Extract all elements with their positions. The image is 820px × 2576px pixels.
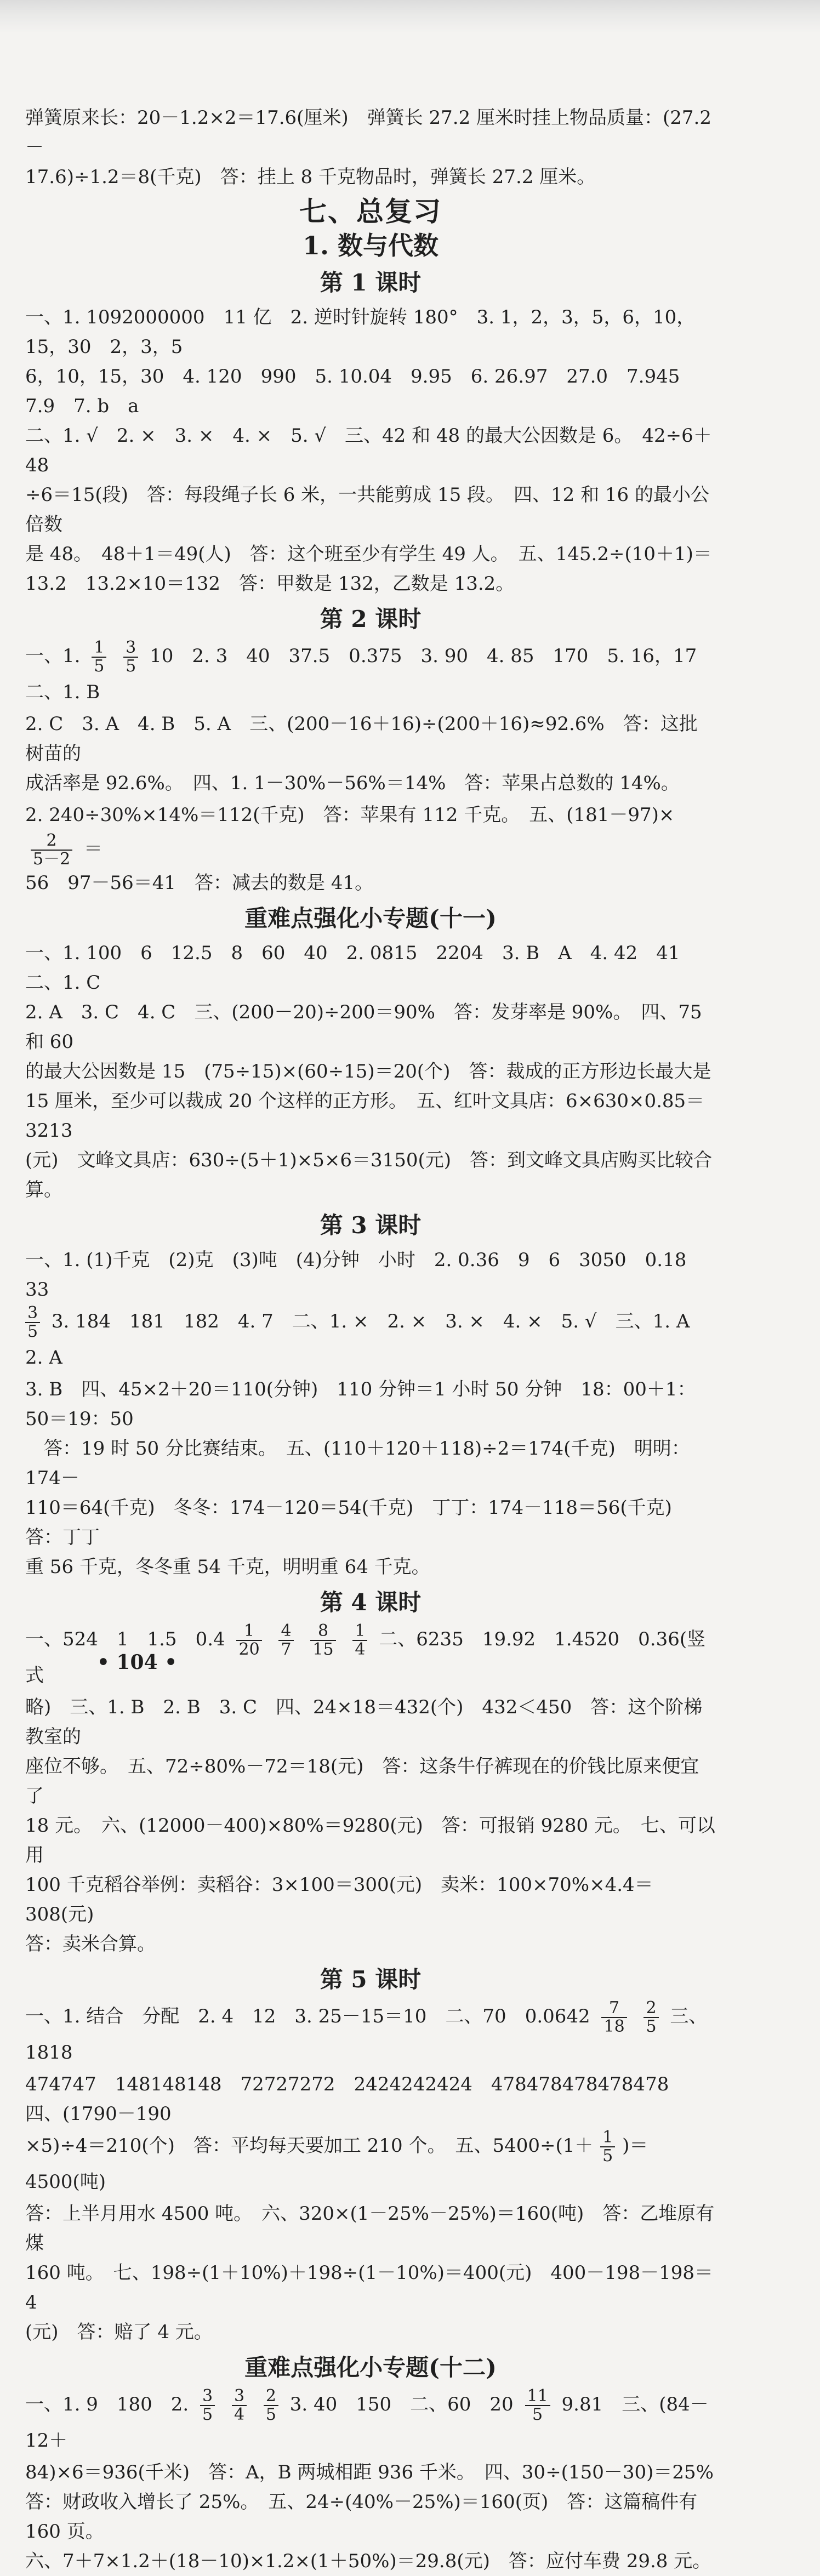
answer-line: 2. C 3. A 4. B 5. A 三、(200－16＋16)÷(200＋16)≈92.6% 答：这批树苗的 (25, 713, 698, 765)
fraction-numerator: 2 (31, 832, 72, 851)
answer-line (25, 639, 716, 709)
fraction (600, 2129, 615, 2165)
fraction-denominator: 5 (532, 2405, 543, 2424)
answer-line: 略) 三、1. B 2. B 3. C 四、24×18＝432(个) 432＜450 答：这个阶梯教室的 (25, 1696, 703, 1748)
fraction (264, 2387, 278, 2424)
fraction-denominator: 5 (126, 657, 136, 676)
fraction-numerator: 3 (25, 1304, 40, 1323)
answer-line: 座位不够。 五、72÷80%－72＝18(元) 答：这条牛仔裤现在的价钱比原来便宜了 (25, 1756, 699, 1807)
answer-text: 10 2. 3 40 37.5 0.375 3. 90 4. 85 170 5. 16，17 二、1. B (25, 645, 716, 703)
answer-text: 三、1818 (25, 2005, 708, 2064)
answer-line: 6，10，15，30 4. 120 990 5. 10.04 9.95 6. 26.97 27.0 7.945 7.9 7. b a (25, 366, 699, 417)
answer-line: 答：卖米合算。 (25, 1933, 156, 1955)
fraction-denominator: 15 (312, 1640, 334, 1659)
answer-text: 一、524 1 1.5 0.4 (25, 1628, 225, 1650)
answer-text: 3. 184 181 182 4. 7 二、1. × 2. × 3. × 4. × 5. √ 三、1. A 2. A (25, 1310, 709, 1369)
fraction (352, 1622, 367, 1659)
fraction (92, 639, 106, 675)
answer-line: 算。 (25, 1179, 62, 1201)
fraction-denominator: 5 (265, 2405, 276, 2424)
fraction-denominator: 4 (355, 1640, 366, 1659)
answer-line: 答：上半月用水 4500 吨。 六、320×(1－25%－25%)＝160(吨) 答：乙堆原有煤 (25, 2203, 715, 2254)
answer-text: 一、1. 9 180 2. (25, 2393, 189, 2415)
answer-line: 一、1. (1)千克 (2)克 (3)吨 (4)分钟 小时 2. 0.36 9 6 3050 0.18 33 (25, 1249, 705, 1301)
fraction-numerator: 3 (200, 2387, 215, 2406)
answer-text: 3. 40 150 二、60 20 (289, 2393, 514, 2415)
answer-line (25, 798, 716, 868)
answer-line: (元) 文峰文具店：630÷(5＋1)×5×6＝3150(元) 答：到文峰文具店购买比较合 (25, 1149, 713, 1171)
answer-content (25, 103, 716, 2576)
fraction-numerator: 3 (123, 639, 138, 658)
fraction-numerator: 1 (236, 1622, 261, 1641)
section-title: 1. 数与代数 (302, 231, 439, 260)
fraction-denominator: 5 (27, 1322, 38, 1341)
answer-text: 一、1. (25, 645, 81, 667)
answer-text: ＝ (84, 838, 102, 860)
answer-line: 二、1. √ 2. × 3. × 4. × 5. √ 三、42 和 48 的最大公因数是 6。 42÷6＋48 (25, 425, 712, 476)
fraction (25, 1304, 40, 1341)
answer-line: 15 厘米，至少可以裁成 20 个这样的正方形。 五、红叶文具店：6×630×0.85＝3213 (25, 1090, 705, 1142)
fraction-numerator: 1 (92, 639, 106, 658)
fraction (278, 1622, 293, 1659)
fraction (310, 1622, 335, 1659)
answer-line: 一、1. 1092000000 11 亿 2. 逆时针旋转 180° 3. 1，2，3，5，6，10，15，30 2，3，5 (25, 306, 696, 358)
fraction-numerator: 3 (232, 2387, 247, 2406)
answer-line: 是 48。 48＋1＝49(人) 答：这个班至少有学生 49 人。 五、145.2÷(10＋1)＝ (25, 543, 712, 565)
answer-line: 成活率是 92.6%。 四、1. 1－30%－56%＝14% 答：苹果占总数的 14%。 (25, 772, 680, 794)
page-number: • 104 • (96, 1651, 178, 1674)
intro-line: 17.6)÷1.2＝8(千克) 答：挂上 8 千克物品时，弹簧长 27.2 厘米。 (25, 166, 596, 188)
answer-text: 2. 240÷30%×14%＝112(千克) 答：苹果有 112 千克。 五、(181－97)× (25, 804, 675, 826)
fraction-denominator: 7 (281, 1640, 292, 1659)
answer-line: 474747 148148148 72727272 2424242424 478478478478478 四、(1790－190 (25, 2073, 688, 2125)
answer-text: 一、1. 结合 分配 2. 4 12 3. 25－15＝10 二、70 0.0642 (25, 2005, 590, 2027)
lesson-title: 第 2 课时 (320, 606, 422, 632)
answer-line: 2. A 3. C 4. C 三、(200－20)÷200＝90% 答：发芽率是 90%。 四、75 和 60 (25, 1001, 702, 1053)
topic-title: 重难点强化小专题(十一) (244, 905, 497, 932)
answer-line: 84)×6＝936(千米) 答：A，B 两城相距 936 千米。 四、30÷(150－30)＝25% (25, 2461, 714, 2483)
answer-line: 56 97－56＝41 答：减去的数是 41。 (25, 872, 374, 894)
intro-line: 弹簧原来长：20－1.2×2＝17.6(厘米) 弹簧长 27.2 厘米时挂上物品质量：(27.2－ (25, 107, 711, 158)
scan-top-band (0, 0, 820, 33)
fraction-denominator: 5－2 (33, 850, 71, 869)
fraction-numerator: 1 (600, 2129, 615, 2147)
answer-line: ÷6＝15(段) 答：每段绳子长 6 米，一共能剪成 15 段。 四、12 和 16 的最小公倍数 (25, 484, 709, 535)
answer-text: 9.81 三、(84－12＋ (25, 2393, 709, 2452)
answer-line: (元) 答：赔了 4 元。 (25, 2321, 213, 2343)
answer-line (25, 2129, 716, 2199)
answer-line: 答：财政收入增长了 25%。 五、24÷(40%－25%)＝160(页) 答：这篇稿件有 160 页。 (25, 2491, 698, 2543)
answer-text: 二、6235 19.92 1.4520 0.36(竖式 (25, 1628, 706, 1686)
fraction-numerator: 11 (525, 2387, 550, 2406)
fraction-numerator: 2 (264, 2387, 278, 2406)
fraction (123, 639, 138, 675)
fraction-denominator: 20 (238, 1640, 260, 1659)
fraction (644, 1999, 658, 2036)
answer-line: 13.2 13.2×10＝132 答：甲数是 132，乙数是 13.2。 (25, 573, 515, 595)
fraction (232, 2387, 247, 2424)
lesson-title: 第 3 课时 (320, 1212, 422, 1239)
fraction-numerator: 4 (278, 1622, 293, 1641)
answer-line (25, 2387, 716, 2458)
fraction-denominator: 5 (602, 2146, 613, 2165)
answer-text: )＝4500(吨) (25, 2135, 648, 2193)
topic-title: 重难点强化小专题(十二) (244, 2354, 497, 2381)
fraction-numerator: 7 (601, 1999, 627, 2018)
answer-line: 重 56 千克，冬冬重 54 千克，明明重 64 千克。 (25, 1556, 430, 1578)
fraction-denominator: 5 (202, 2405, 213, 2424)
fraction-numerator: 2 (644, 1999, 658, 2018)
fraction (601, 1999, 627, 2036)
answer-text: ×5)÷4＝210(个) 答：平均每天要加工 210 个。 五、5400÷(1＋ (25, 2135, 594, 2157)
answer-line: 一、1. 100 6 12.5 8 60 40 2. 0815 2204 3. B A 4. 42 41 二、1. C (25, 942, 699, 994)
fraction-denominator: 5 (646, 2017, 657, 2036)
lesson-title: 第 1 课时 (320, 269, 422, 296)
answer-line: 3. B 四、45×2＋20＝110(分钟) 110 分钟＝1 小时 50 分钟 18：00＋1：50＝19：50 (25, 1378, 696, 1430)
fraction (525, 2387, 550, 2424)
fraction-numerator: 8 (310, 1622, 335, 1641)
answer-line (25, 1999, 716, 2070)
fraction (31, 832, 72, 868)
answer-line: 110＝64(千克) 冬冬：174－120＝54(千克) 丁丁：174－118＝56(千克) 答：丁丁 (25, 1497, 691, 1548)
fraction-denominator: 5 (94, 657, 105, 676)
fraction-denominator: 18 (603, 2017, 625, 2036)
chapter-title: 七、总复习 (299, 195, 442, 227)
answer-line (25, 1304, 716, 1375)
fraction-numerator: 1 (352, 1622, 367, 1641)
answer-line: 18 元。 六、(12000－400)×80%＝9280(元) 答：可报销 9280 元。 七、可以用 (25, 1815, 715, 1866)
lesson-title: 第 5 课时 (320, 1966, 422, 1993)
answer-line: 答：19 时 50 分比赛结束。 五、(110＋120＋118)÷2＝174(千克) 明明：174－ (25, 1438, 690, 1489)
answer-line: 的最大公因数是 15 (75÷15)×(60÷15)＝20(个) 答：裁成的正方形边长最大是 (25, 1061, 711, 1082)
fraction (200, 2387, 215, 2424)
answer-line: 160 吨。 七、198÷(1＋10%)＋198÷(1－10%)＝400(元) 400－198－198＝4 (25, 2262, 714, 2313)
lesson-title: 第 4 课时 (320, 1589, 422, 1616)
fraction-denominator: 4 (234, 2405, 245, 2424)
answer-line: 六、7＋7×1.2＋(18－10)×1.2×(1＋50%)＝29.8(元) 答：应付车费 29.8 元。 (25, 2550, 711, 2572)
answer-line: 100 千克稻谷举例：卖稻谷：3×100＝300(元) 卖米：100×70%×4.4＝308(元) (25, 1874, 653, 1925)
